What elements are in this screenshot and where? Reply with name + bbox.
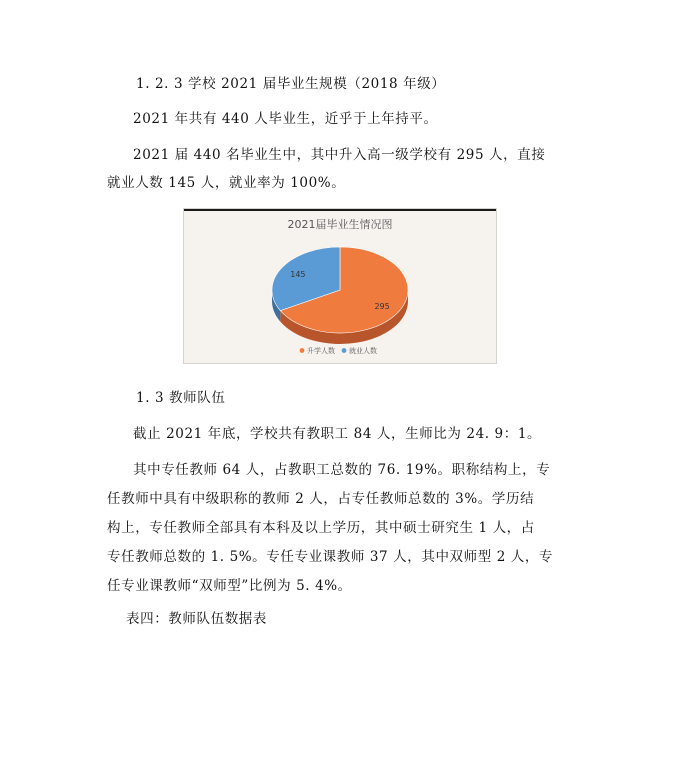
- table-caption: 表四：教师队伍数据表: [126, 611, 267, 627]
- graduates-detail-line1: 2021 届 440 名毕业生中，其中升入高一级学校有 295 人，直接: [133, 147, 546, 163]
- legend-label-0: 升学人数: [307, 347, 335, 355]
- section-heading-teachers: 1. 3 教师队伍: [136, 390, 226, 406]
- graduates-summary: 2021 年共有 440 人毕业生，近乎于上年持平。: [133, 111, 438, 127]
- teacher-ratio-summary: 截止 2021 年底，学校共有教职工 84 人，生师比为 24. 9：1。: [133, 426, 542, 442]
- teacher-detail-line5: 任专业课教师“双师型”比例为 5. 4%。: [107, 578, 352, 594]
- teacher-detail-line1: 其中专任教师 64 人，占教职工总数的 76. 19%。职称结构上，专: [133, 462, 551, 478]
- graduates-detail-line2: 就业人数 145 人，就业率为 100%。: [107, 175, 346, 191]
- teacher-detail-line2: 任教师中具有中级职称的教师 2 人，占专任教师总数的 3%。学历结: [107, 491, 535, 507]
- section-heading-graduates: 1. 2. 3 学校 2021 届毕业生规模（2018 年级）: [136, 76, 446, 92]
- chart-title: 2021届毕业生情况图: [287, 218, 393, 231]
- pie-data-label-1: 145: [290, 270, 306, 280]
- teacher-detail-line3: 构上，专任教师全部具有本科及以上学历，其中硕士研究生 1 人，占: [107, 520, 535, 536]
- teacher-detail-line4: 专任教师总数的 1. 5%。专任专业课教师 37 人，其中双师型 2 人，专: [107, 549, 554, 565]
- legend-swatch-1: [342, 348, 347, 353]
- pie-data-label-0: 295: [374, 301, 390, 311]
- graduates-pie-chart: [184, 209, 496, 363]
- legend-label-1: 就业人数: [349, 347, 377, 355]
- pie-chart-svg: [184, 211, 496, 365]
- legend-swatch-0: [300, 348, 305, 353]
